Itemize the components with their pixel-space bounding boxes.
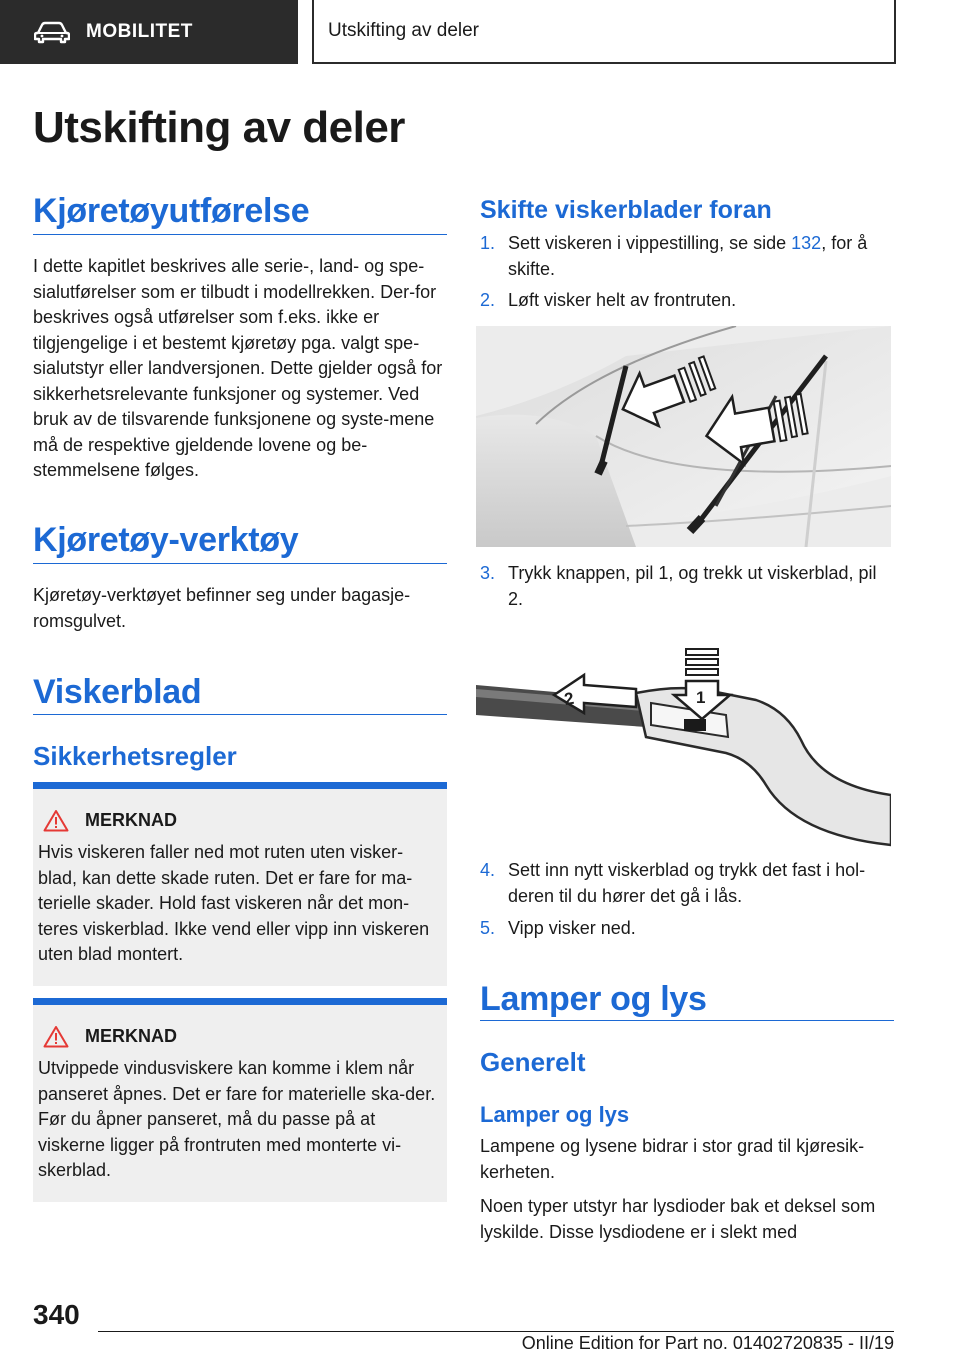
- note-label: MERKNAD: [85, 1026, 177, 1046]
- heading-safety: Sikkerhetsregler: [33, 741, 237, 771]
- note-box: [33, 782, 447, 986]
- heading-toolkit: Kjøretøy-verktøy: [33, 521, 299, 559]
- variant-text: I dette kapitlet beskrives alle serie-, land- og spe-sialutførelser som er tilbudt i modellrekken. Der-for beskrives også utførelser som f.eks. ikke er tilgjengelige i et bestemt kjøretøy pga. valgt spe-sialutstyr eller landversjonen. Dette gjelder også for sikkerhetsrelevante funksjoner og systemer. Ved bruk av de tilsvarende funksjonene og syste-mene må de respektive gjeldende lovene og be-stemmelsene følges.: [33, 256, 443, 480]
- heading-variant: Kjøretøyutførelse: [33, 192, 310, 230]
- step-text: Vipp visker ned.: [508, 918, 636, 938]
- page-number: 340: [33, 1299, 80, 1330]
- topic-label: Utskifting av deler: [328, 20, 480, 41]
- windshield-illustration: [476, 326, 891, 547]
- section-tab: [0, 0, 298, 64]
- note-bar: [33, 782, 447, 789]
- note-text: Hvis viskeren faller ned mot ruten uten visker-blad, kan dette skade ruten. Det er fare for ma-terielle skader. Hold fast viskeren når det mon-teres viskerblad. Ikke vend eller vipp inn viskeren uten blad montert.: [38, 842, 430, 964]
- step-item: [480, 288, 892, 314]
- heading-rule: [33, 714, 447, 715]
- step-item: [480, 858, 892, 909]
- wiper-blade-illustration: [476, 645, 891, 850]
- warning-icon: [43, 809, 69, 832]
- heading-lamps-lights: Lamper og lys: [480, 1102, 630, 1127]
- heading-wiper: Viskerblad: [33, 673, 202, 711]
- lamps-text-1: Lampene og lysene bidrar i stor grad til kjøresik-kerheten.: [480, 1136, 865, 1182]
- step-number: 1.: [480, 233, 496, 253]
- step-text: Løft visker helt av frontruten.: [508, 290, 737, 310]
- step-text: Trykk knappen, pil 1, og trekk ut viskerblad, pil 2.: [508, 563, 877, 609]
- page-link[interactable]: 132: [791, 233, 822, 253]
- heading-general: Generelt: [480, 1047, 586, 1077]
- heading-lamps: Lamper og lys: [480, 980, 707, 1018]
- step-text: Sett viskeren i vippestilling, se side 132, for å skifte.: [508, 233, 868, 279]
- note-text: Utvippede vindusviskere kan komme i klem når panseret åpnes. Det er fare for materielle ska-der. Før du åpner panseret, må du passe på at viskerne ligger på frontruten med monterte vi-skerblad.: [38, 1058, 436, 1180]
- note-bar: [33, 998, 447, 1005]
- heading-rule: [480, 1020, 894, 1021]
- step-item: [480, 916, 892, 942]
- footer-edition: Online Edition for Part no. 01402720835 - II/19: [521, 1333, 894, 1353]
- heading-rule: [33, 563, 447, 564]
- arrow-label: 2: [562, 688, 576, 710]
- note-box: [33, 998, 447, 1202]
- step-number: 5.: [480, 918, 496, 938]
- footer-rule: [98, 1331, 894, 1332]
- lamps-text-2: Noen typer utstyr har lysdioder bak et deksel som lyskilde. Disse lysdiodene er i slekt med: [480, 1196, 876, 1242]
- step-number: 2.: [480, 290, 496, 310]
- car-icon: [34, 20, 70, 44]
- heading-rule: [33, 234, 447, 235]
- note-label: MERKNAD: [85, 810, 177, 830]
- step-item: [480, 231, 892, 282]
- heading-front-wipers: Skifte viskerblader foran: [480, 196, 772, 224]
- step-number: 4.: [480, 860, 496, 880]
- step-text: Sett inn nytt viskerblad og trykk det fast i hol-deren til du hører det gå i lås.: [508, 860, 866, 906]
- step-number: 3.: [480, 563, 496, 583]
- toolkit-text: Kjøretøy-verktøyet befinner seg under bagasje-romsgulvet.: [33, 585, 411, 631]
- section-label: MOBILITET: [86, 21, 193, 42]
- step-item: [480, 561, 892, 612]
- topic-tab: [312, 0, 896, 64]
- page-title: Utskifting av deler: [33, 103, 405, 152]
- warning-icon: [43, 1025, 69, 1048]
- arrow-label: 1: [696, 688, 706, 707]
